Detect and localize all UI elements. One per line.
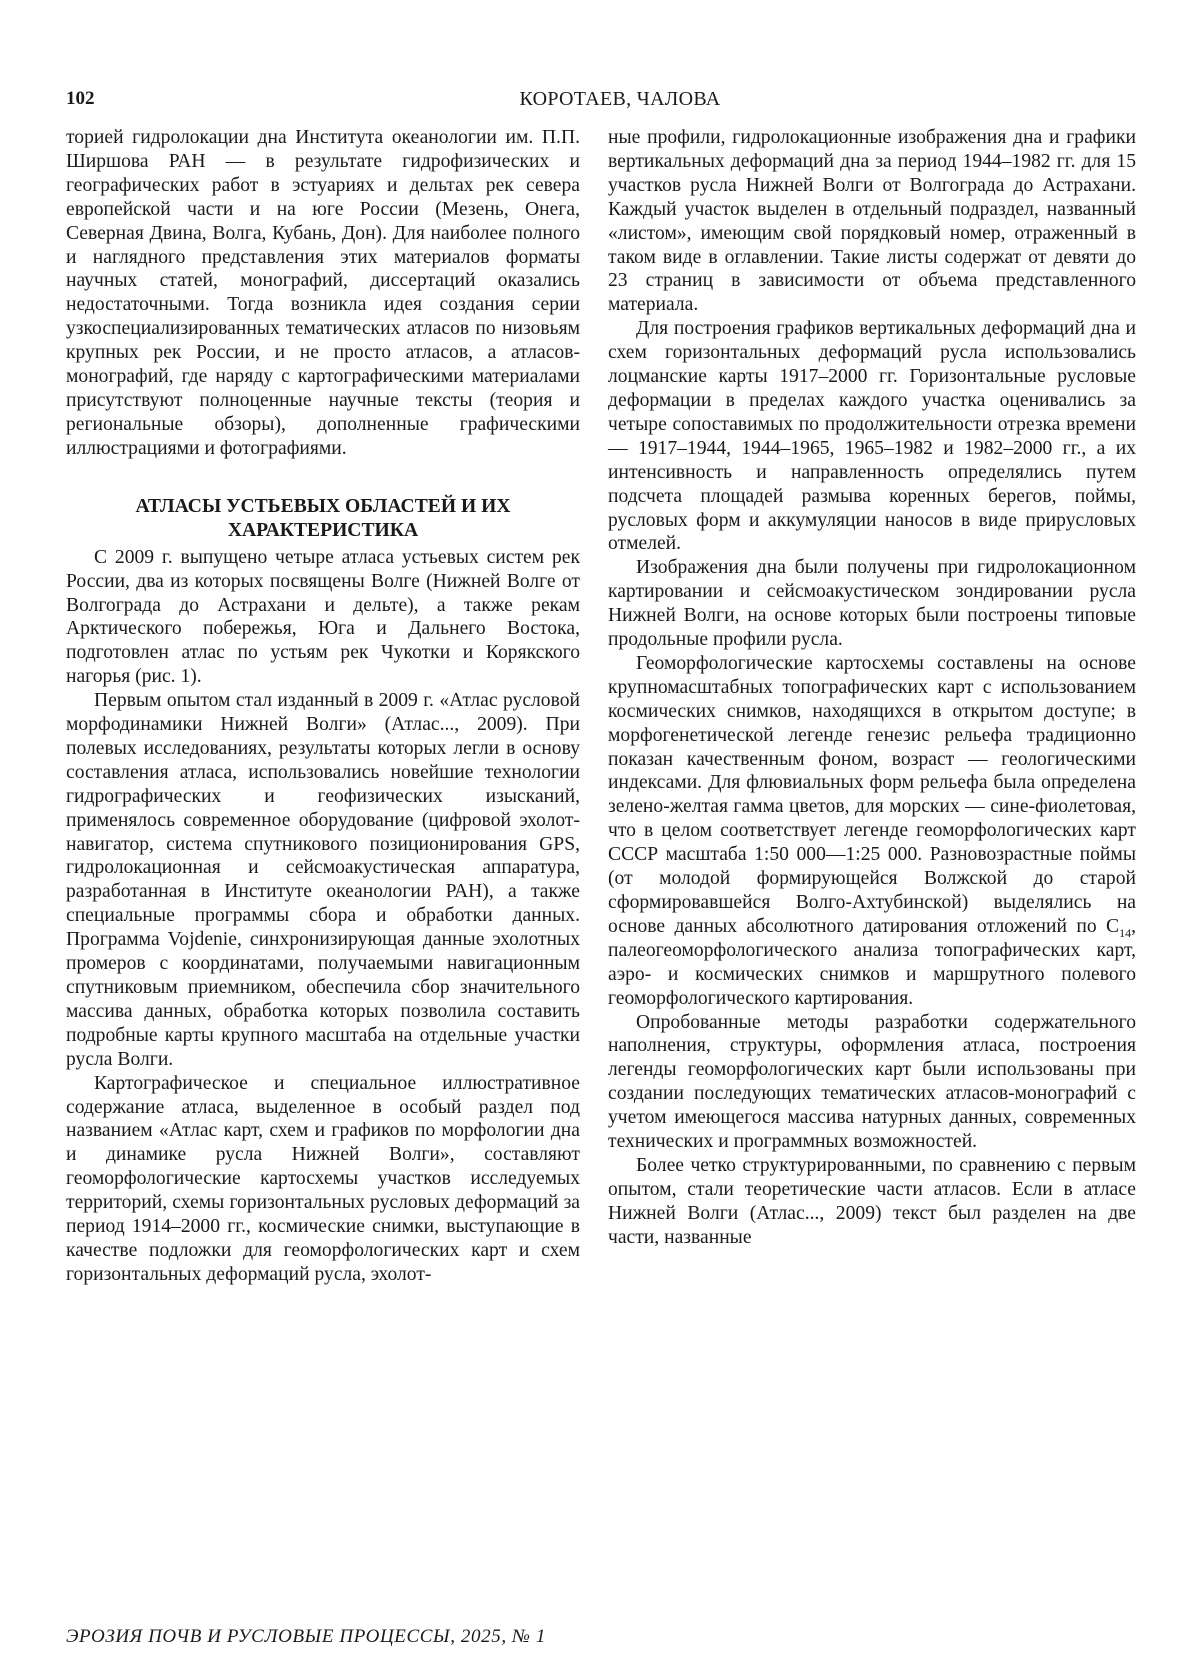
- section-heading: АТЛАСЫ УСТЬЕВЫХ ОБЛАСТЕЙ И ИХ ХАРАКТЕРИСТИКА: [86, 495, 560, 543]
- page-number: 102: [66, 88, 95, 110]
- left-column: [66, 126, 580, 1287]
- paragraph: Более четко структурированными, по сравнению с первым опытом, стали теоретические части атласов. Если в атласе Нижней Волги (Атлас..., 2009) текст был разделен на две части, названные: [608, 1154, 1136, 1250]
- text: Геоморфологические картосхемы составлены на основе крупномасштабных топографических карт с использованием космических снимков, находящихся в открытом доступе; в морфогенетической легенде генезис рельефа традиционно показан качественным фоном, возраст — геологическими индексами. Для флювиальных форм рельефа была определена зелено-желтая гамма цветов, для морских — сине-фиолетовая, что в целом соответствует легенде геоморфологических карт СССР масштаба 1:50 000—1:25 000. Разновозрастные поймы (от молодой формирующейся Волжской до старой сформировавшейся Волго-Ахтубинской) выделялись на основе данных абсолютного датирования отложений по C: [608, 653, 1136, 937]
- journal-footer: ЭРОЗИЯ ПОЧВ И РУСЛОВЫЕ ПРОЦЕССЫ, 2025, № 1: [66, 1626, 546, 1648]
- text: , палеогеоморфологического анализа топографических карт, аэро- и космических снимков и маршрутного полевого геоморфологического картирования.: [608, 916, 1136, 1009]
- paragraph: С 2009 г. выпущено четыре атласа устьевых систем рек России, два из которых посвящены Волге (Нижней Волге от Волгограда до Астрахани и дельте), а также рекам Арктического побережья, Юга и Дальнего Востока, подготовлен атлас по устьям рек Чукотки и Корякского нагорья (рис. 1).: [66, 546, 580, 689]
- paragraph: ные профили, гидролокационные изображения дна и графики вертикальных деформаций дна за период 1944–1982 гг. для 15 участков русла Нижней Волги от Волгограда до Астрахани. Каждый участок выделен в отдельный подраздел, названный «листом», имеющим свой порядковый номер, отраженный в таком виде в оглавлении. Такие листы содержат от девяти до 23 страниц в зависимости от объема представленного материала.: [608, 126, 1136, 317]
- paragraph: Картографическое и специальное иллюстративное содержание атласа, выделенное в особый раздел под названием «Атлас карт, схем и графиков по морфологии дна и динамике русла Нижней Волги», составляют геоморфологические картосхемы участков исследуемых территорий, схемы горизонтальных русловых деформаций за период 1914–2000 гг., космические снимки, выступающие в качестве подложки для геоморфологических карт и схем горизонтальных деформаций русла, эхолот-: [66, 1072, 580, 1287]
- paragraph: Первым опытом стал изданный в 2009 г. «Атлас русловой морфодинамики Нижней Волги» (Атлас..., 2009). При полевых исследованиях, результаты которых легли в основу составления атласа, использовались новейшие технологии гидрографических и геофизических изысканий, применялось современное оборудование (цифровой эхолот-навигатор, система спутникового позиционирования GPS, гидролокационная и сейсмоакустическая аппаратура, разработанная в Институте океанологии РАН), а также специальные программы сбора и обработки данных. Программа Vojdenie, синхронизирующая данные эхолотных промеров с координатами, получаемыми навигационным спутниковым приемником, обеспечила сбор значительного массива данных, обработка которых позволила составить подробные карты крупного масштаба на отдельные участки русла Волги.: [66, 689, 580, 1072]
- paragraph: Опробованные методы разработки содержательного наполнения, структуры, оформления атласа, построения легенды геоморфологических карт были использованы при создании последующих тематических атласов-монографий с учетом имеющегося массива натурных данных, современных технических и программных возможностей.: [608, 1011, 1136, 1154]
- running-title: КОРОТАЕВ, ЧАЛОВА: [0, 88, 1200, 111]
- paragraph: торией гидролокации дна Института океанологии им. П.П. Ширшова РАН — в результате гидрофизических и географических работ в эстуариях и дельтах рек севера европейской части и на юге России (Мезень, Онега, Северная Двина, Волга, Кубань, Дон). Для наиболее полного и наглядного представления этих материалов форматы научных статей, монографий, диссертаций оказались недостаточными. Тогда возникла идея создания серии узкоспециализированных тематических атласов по низовьям крупных рек России, и не просто атласов, а атласов-монографий, где наряду с картографическими материалами присутствуют полноценные научные тексты (теория и региональные обзоры), дополненные графическими иллюстрациями и фотографиями.: [66, 126, 580, 461]
- subscript: 14: [1119, 926, 1131, 940]
- paragraph: Для построения графиков вертикальных деформаций дна и схем горизонтальных деформаций русла использовались лоцманские карты 1917–2000 гг. Горизонтальные русловые деформации в пределах каждого участка оценивались за четыре сопоставимых по продолжительности отрезка времени — 1917–1944, 1944–1965, 1965–1982 и 1982–2000 гг., а их интенсивность и направленность определялись путем подсчета площадей размыва коренных берегов, поймы, русловых форм и аккумуляции наносов в виде прирусловых отмелей.: [608, 317, 1136, 556]
- right-column: [608, 126, 1136, 1250]
- paragraph: Изображения дна были получены при гидролокационном картировании и сейсмоакустическом зондировании русла Нижней Волги, на основе которых были построены типовые продольные профили русла.: [608, 556, 1136, 652]
- paragraph: [608, 652, 1136, 1011]
